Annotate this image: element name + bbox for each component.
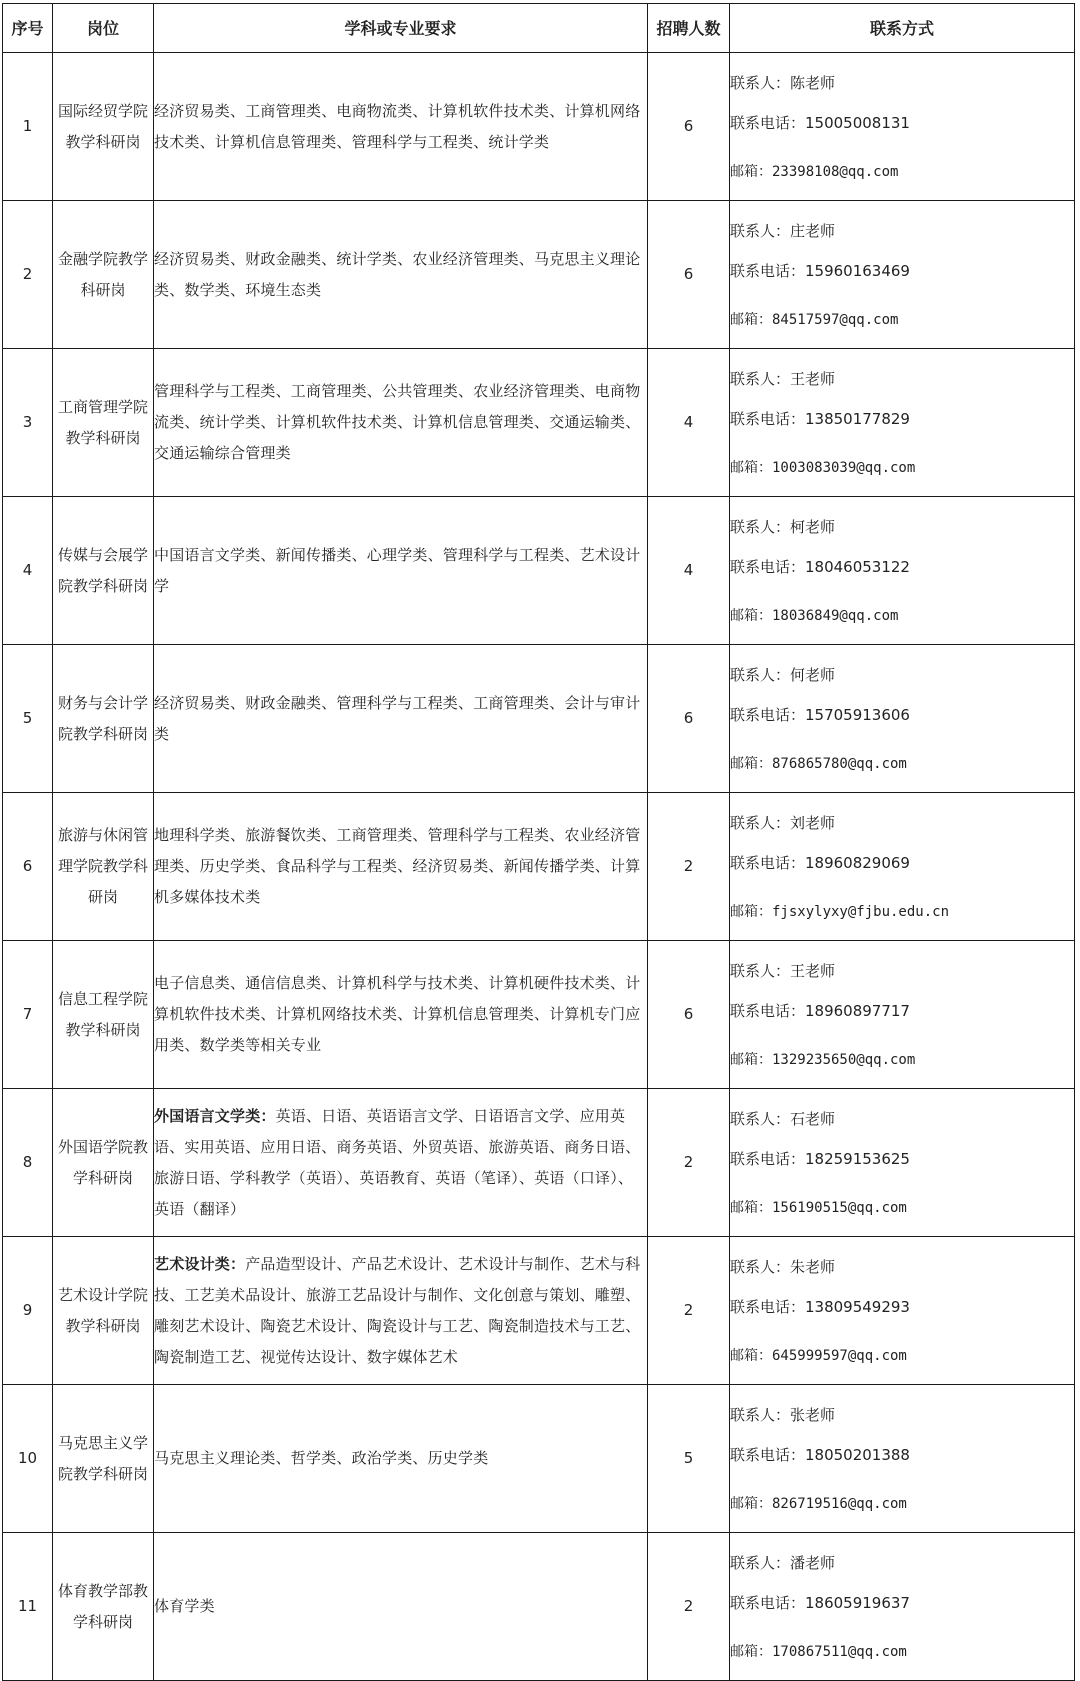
contact-person: 联系人：张老师: [730, 1406, 836, 1424]
row-position: 艺术设计学院教学科研岗: [53, 1237, 154, 1385]
table-row: [3, 793, 1075, 941]
row-count: 2: [648, 793, 730, 941]
contact-email: 邮箱：84517597@qq.com: [730, 311, 899, 328]
row-count: 4: [648, 497, 730, 645]
row-position: 信息工程学院教学科研岗: [53, 941, 154, 1089]
row-position: 外国语学院教学科研岗: [53, 1089, 154, 1237]
row-position: 财务与会计学院教学科研岗: [53, 645, 154, 793]
row-requirement: [154, 645, 648, 793]
row-seq: 3: [3, 349, 53, 497]
row-contact: [730, 793, 1075, 941]
row-requirement: [154, 1385, 648, 1533]
contact-phone: 联系电话：15005008131: [730, 114, 910, 132]
row-count: 2: [648, 1533, 730, 1681]
contact-phone: 联系电话：15705913606: [730, 706, 910, 724]
row-count: 5: [648, 1385, 730, 1533]
row-position: 马克思主义学院教学科研岗: [53, 1385, 154, 1533]
contact-person: 联系人：朱老师: [730, 1258, 836, 1276]
requirement-text: 英语、日语、英语语言文学、日语语言文学、应用英语、实用英语、应用日语、商务英语、外贸英语、旅游英语、商务日语、旅游日语、学科教学（英语）、英语教育、英语（笔译）、英语（口译）、英语（翻译）: [154, 1106, 641, 1218]
contact-person: 联系人：柯老师: [730, 518, 836, 536]
requirement-text: 经济贸易类、财政金融类、统计学类、农业经济管理类、马克思主义理论类、数学类、环境生态类: [154, 249, 641, 299]
row-seq: 8: [3, 1089, 53, 1237]
row-contact: [730, 349, 1075, 497]
contact-phone: 联系电话：13850177829: [730, 410, 910, 428]
requirement-category: 艺术设计类：: [154, 1254, 246, 1273]
contact-phone: 联系电话：13809549293: [730, 1298, 910, 1316]
table-row: [3, 1237, 1075, 1385]
table-row: [3, 645, 1075, 793]
row-position: 金融学院教学科研岗: [53, 201, 154, 349]
header-contact: 联系方式: [730, 4, 1075, 53]
contact-phone: 联系电话：15960163469: [730, 262, 910, 280]
header-row: [3, 4, 1075, 53]
row-position: 国际经贸学院教学科研岗: [53, 53, 154, 201]
row-contact: [730, 53, 1075, 201]
table-row: [3, 497, 1075, 645]
row-count: 2: [648, 1089, 730, 1237]
row-contact: [730, 1089, 1075, 1237]
row-seq: 5: [3, 645, 53, 793]
contact-person: 联系人：刘老师: [730, 814, 836, 832]
requirement-text: 经济贸易类、工商管理类、电商物流类、计算机软件技术类、计算机网络技术类、计算机信息管理类、管理科学与工程类、统计学类: [154, 101, 641, 151]
row-count: 4: [648, 349, 730, 497]
requirement-text: 中国语言文学类、新闻传播类、心理学类、管理科学与工程类、艺术设计学: [154, 545, 641, 595]
table-row: [3, 1385, 1075, 1533]
requirement-text: 管理科学与工程类、工商管理类、公共管理类、农业经济管理类、电商物流类、统计学类、计算机软件技术类、计算机信息管理类、交通运输类、交通运输综合管理类: [154, 382, 641, 462]
row-seq: 2: [3, 201, 53, 349]
requirement-text: 产品造型设计、产品艺术设计、艺术设计与制作、艺术与科技、工艺美术品设计、旅游工艺品设计与制作、文化创意与策划、雕塑、雕刻艺术设计、陶瓷艺术设计、陶瓷设计与工艺、陶瓷制造技术与工艺、陶瓷制造工艺、视觉传达设计、数字媒体艺术: [154, 1254, 641, 1366]
row-requirement: [154, 53, 648, 201]
contact-email: 邮箱：645999597@qq.com: [730, 1347, 907, 1364]
row-contact: [730, 645, 1075, 793]
contact-email: 邮箱：156190515@qq.com: [730, 1199, 907, 1216]
row-position: 体育教学部教学科研岗: [53, 1533, 154, 1681]
row-requirement: [154, 793, 648, 941]
header-position: 岗位: [53, 4, 154, 53]
requirement-text: 地理科学类、旅游餐饮类、工商管理类、管理科学与工程类、农业经济管理类、历史学类、食品科学与工程类、经济贸易类、新闻传播学类、计算机多媒体技术类: [154, 826, 641, 906]
contact-phone: 联系电话：18960829069: [730, 854, 910, 872]
row-seq: 11: [3, 1533, 53, 1681]
row-position: 工商管理学院教学科研岗: [53, 349, 154, 497]
contact-person: 联系人：潘老师: [730, 1554, 836, 1572]
table-row: [3, 53, 1075, 201]
contact-email: 邮箱：826719516@qq.com: [730, 1495, 907, 1512]
row-count: 6: [648, 201, 730, 349]
requirement-category: 外国语言文学类：: [154, 1106, 276, 1125]
row-seq: 9: [3, 1237, 53, 1385]
row-requirement: [154, 1533, 648, 1681]
row-seq: 4: [3, 497, 53, 645]
row-seq: 1: [3, 53, 53, 201]
row-seq: 6: [3, 793, 53, 941]
contact-email: 邮箱：fjsxylyxy@fjbu.edu.cn: [730, 903, 950, 920]
contact-email: 邮箱：1003083039@qq.com: [730, 459, 916, 476]
contact-person: 联系人：石老师: [730, 1110, 836, 1128]
requirement-text: 电子信息类、通信信息类、计算机科学与技术类、计算机硬件技术类、计算机软件技术类、计算机网络技术类、计算机信息管理类、计算机专门应用类、数学类等相关专业: [154, 974, 641, 1054]
row-count: 6: [648, 645, 730, 793]
requirement-text: 马克思主义理论类、哲学类、政治学类、历史学类: [154, 1449, 489, 1467]
contact-phone: 联系电话：18050201388: [730, 1446, 910, 1464]
header-count: 招聘人数: [648, 4, 730, 53]
table-row: [3, 941, 1075, 1089]
contact-email: 邮箱：18036849@qq.com: [730, 607, 899, 624]
row-count: 6: [648, 53, 730, 201]
header-seq: 序号: [3, 4, 53, 53]
row-position: 传媒与会展学院教学科研岗: [53, 497, 154, 645]
contact-email: 邮箱：876865780@qq.com: [730, 755, 907, 772]
row-requirement: [154, 1089, 648, 1237]
row-requirement: [154, 1237, 648, 1385]
contact-phone: 联系电话：18605919637: [730, 1594, 910, 1612]
contact-person: 联系人：王老师: [730, 962, 836, 980]
row-contact: [730, 941, 1075, 1089]
requirement-text: 经济贸易类、财政金融类、管理科学与工程类、工商管理类、会计与审计类: [154, 693, 641, 743]
row-contact: [730, 497, 1075, 645]
recruitment-table: [2, 3, 1075, 1681]
row-requirement: [154, 941, 648, 1089]
contact-phone: 联系电话：18046053122: [730, 558, 910, 576]
header-requirement: 学科或专业要求: [154, 4, 648, 53]
row-contact: [730, 1533, 1075, 1681]
row-contact: [730, 1237, 1075, 1385]
row-contact: [730, 201, 1075, 349]
row-position: 旅游与休闲管理学院教学科研岗: [53, 793, 154, 941]
contact-email: 邮箱：170867511@qq.com: [730, 1643, 907, 1660]
row-requirement: [154, 497, 648, 645]
row-requirement: [154, 349, 648, 497]
table-row: [3, 1533, 1075, 1681]
row-contact: [730, 1385, 1075, 1533]
table-row: [3, 349, 1075, 497]
contact-phone: 联系电话：18960897717: [730, 1002, 910, 1020]
contact-person: 联系人：何老师: [730, 666, 836, 684]
contact-person: 联系人：王老师: [730, 370, 836, 388]
row-count: 2: [648, 1237, 730, 1385]
contact-person: 联系人：庄老师: [730, 222, 836, 240]
contact-email: 邮箱：1329235650@qq.com: [730, 1051, 916, 1068]
row-count: 6: [648, 941, 730, 1089]
contact-phone: 联系电话：18259153625: [730, 1150, 910, 1168]
row-requirement: [154, 201, 648, 349]
row-seq: 7: [3, 941, 53, 1089]
contact-email: 邮箱：23398108@qq.com: [730, 163, 899, 180]
table-row: [3, 1089, 1075, 1237]
contact-person: 联系人：陈老师: [730, 74, 836, 92]
table-row: [3, 201, 1075, 349]
row-seq: 10: [3, 1385, 53, 1533]
requirement-text: 体育学类: [154, 1597, 215, 1615]
